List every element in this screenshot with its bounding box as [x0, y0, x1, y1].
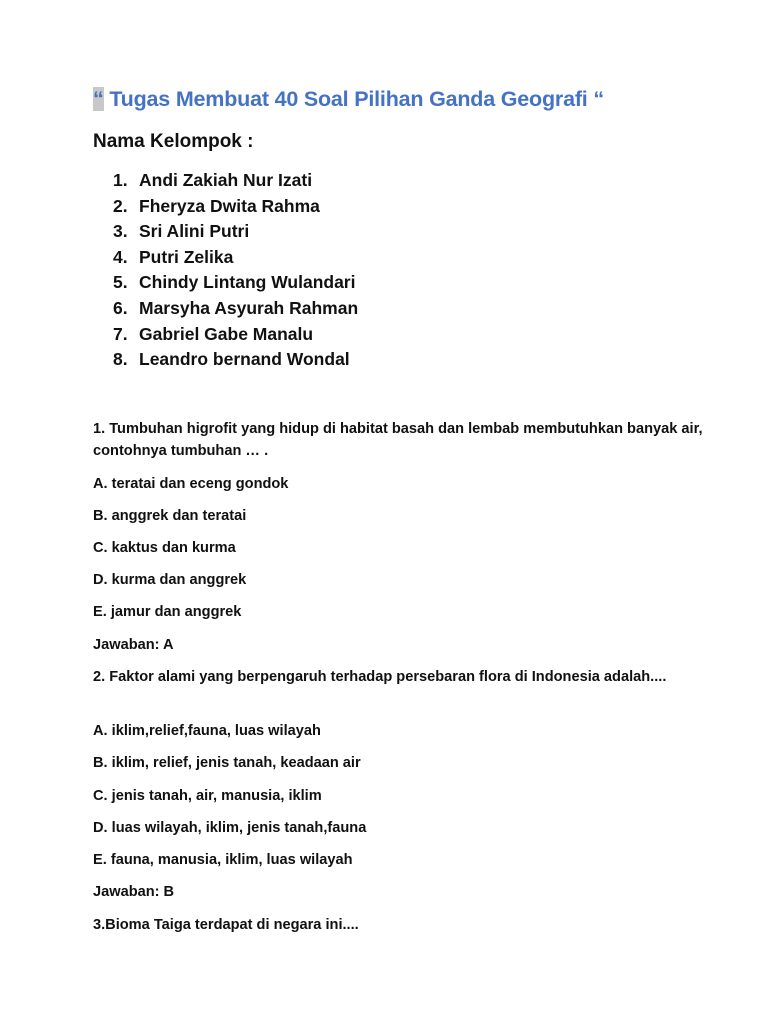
member-name: Sri Alini Putri — [139, 221, 250, 242]
member-item — [113, 322, 358, 348]
member-item — [113, 347, 358, 373]
member-item — [113, 270, 358, 296]
member-name: Putri Zelika — [139, 246, 234, 267]
member-name: Leandro bernand Wondal — [139, 349, 350, 370]
question-2-option-d: D. luas wilayah, iklim, jenis tanah,fauna — [93, 820, 367, 836]
question-2-option-b: B. iklim, relief, jenis tanah, keadaan air — [93, 755, 361, 771]
title-highlighted-quote: “ — [93, 87, 104, 111]
question-1-option-c: C. kaktus dan kurma — [93, 540, 236, 556]
question-1-option-a: A. teratai dan eceng gondok — [93, 476, 289, 492]
group-heading: Nama Kelompok : — [93, 131, 254, 152]
question-2-option-e: E. fauna, manusia, iklim, luas wilayah — [93, 852, 353, 868]
member-number: 2. — [113, 195, 128, 216]
title-text: Tugas Membuat 40 Soal Pilihan Ganda Geografi “ — [103, 87, 604, 111]
member-name: Chindy Lintang Wulandari — [139, 272, 356, 293]
member-item — [113, 219, 358, 245]
question-2-option-c: C. jenis tanah, air, manusia, iklim — [93, 788, 322, 804]
member-number: 1. — [113, 170, 128, 190]
member-item — [113, 245, 358, 271]
question-1-option-e: E. jamur dan anggrek — [93, 604, 242, 620]
question-3-text: 3.Bioma Taiga terdapat di negara ini.... — [93, 917, 359, 933]
member-number: 3. — [113, 221, 128, 242]
member-number: 5. — [113, 272, 128, 293]
question-1-answer: Jawaban: A — [93, 637, 174, 653]
member-name: Andi Zakiah Nur Izati — [139, 170, 313, 190]
question-1-option-d: D. kurma dan anggrek — [93, 572, 247, 588]
question-2-option-a: A. iklim,relief,fauna, luas wilayah — [93, 723, 321, 739]
member-name: Marsyha Asyurah Rahman — [139, 297, 359, 318]
member-item — [113, 194, 358, 220]
question-1-option-b: B. anggrek dan teratai — [93, 508, 247, 524]
question-2-text: 2. Faktor alami yang berpengaruh terhadap persebaran flora di Indonesia adalah.... — [93, 669, 667, 685]
member-list — [113, 168, 358, 373]
question-2-answer: Jawaban: B — [93, 884, 175, 900]
member-name: Fheryza Dwita Rahma — [139, 195, 320, 216]
member-item — [113, 296, 358, 322]
question-1-text: 1. Tumbuhan higrofit yang hidup di habitat basah dan lembab membutuhkan banyak air, contohnya tumbuhan … . — [93, 421, 703, 459]
document-title — [93, 87, 604, 112]
member-number: 8. — [113, 349, 128, 370]
member-item — [113, 168, 358, 194]
member-number: 7. — [113, 323, 128, 344]
member-number: 6. — [113, 297, 128, 318]
member-name: Gabriel Gabe Manalu — [139, 323, 314, 344]
member-number: 4. — [113, 246, 128, 267]
